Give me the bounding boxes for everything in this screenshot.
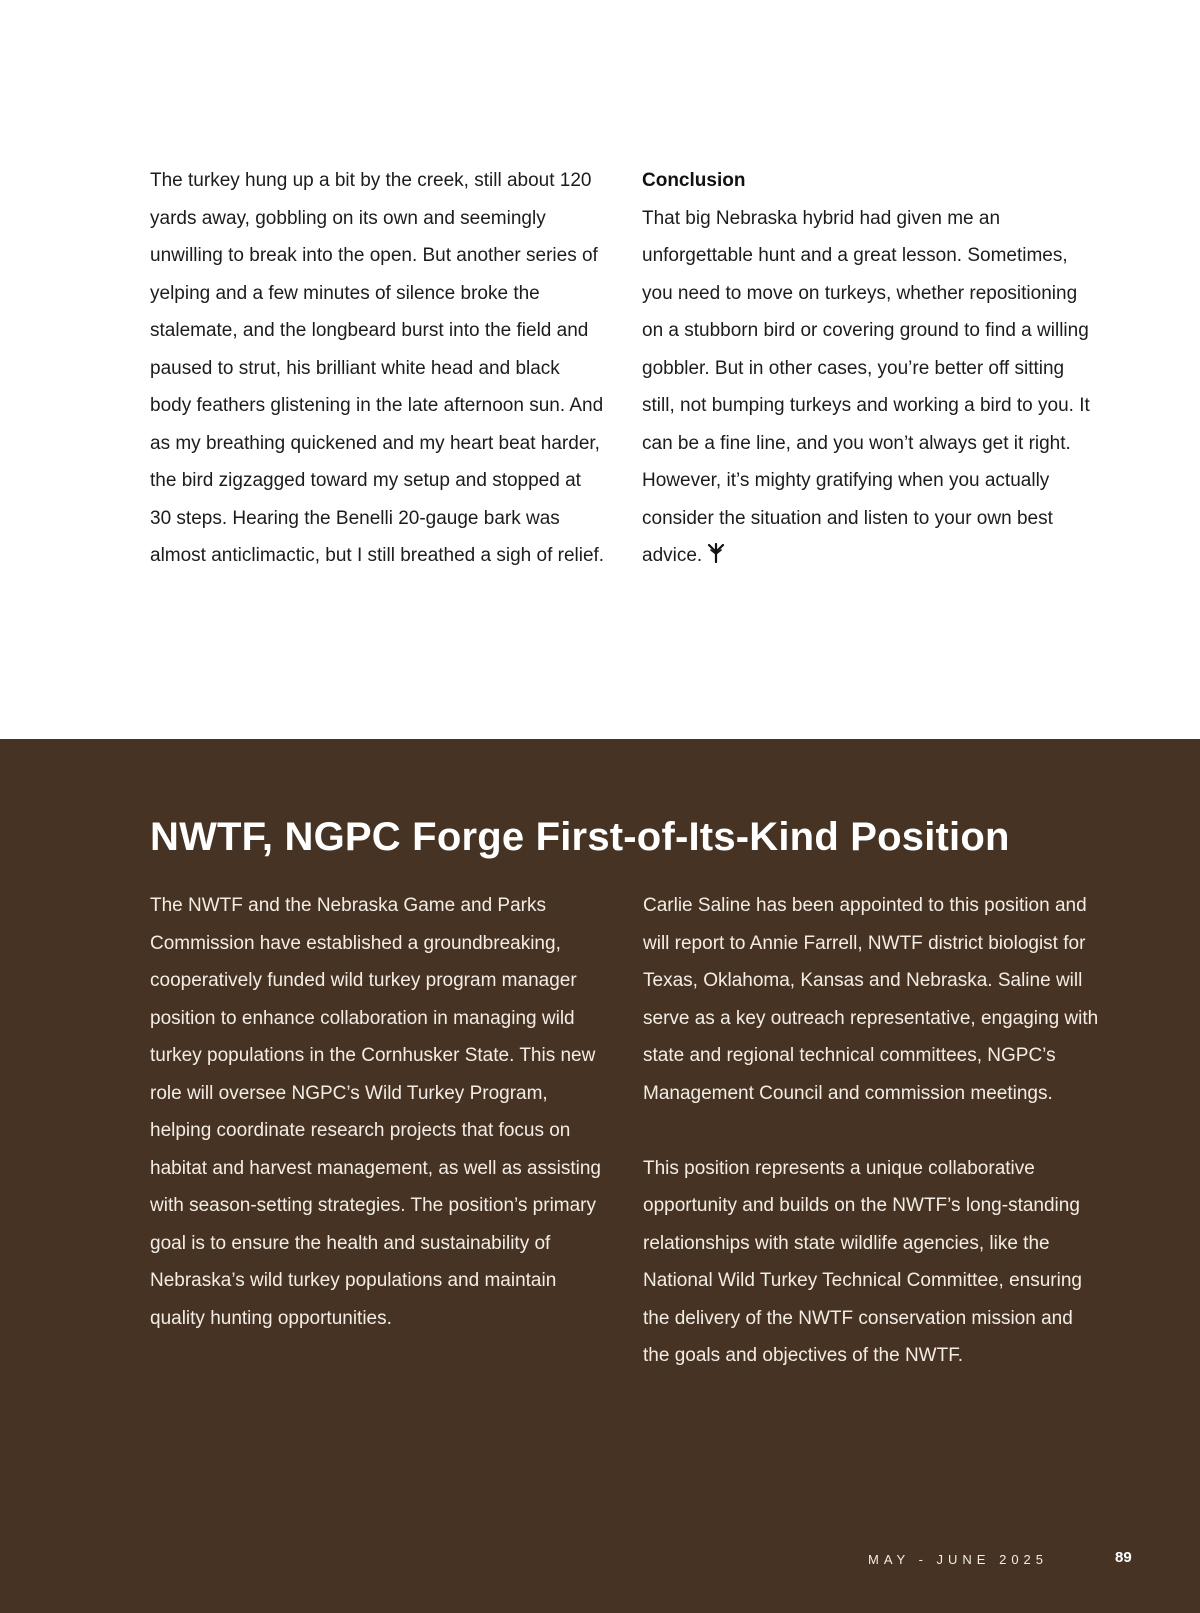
article-left-column [150,162,606,575]
turkey-track-icon [706,543,726,563]
article-ending-section [0,0,1200,739]
conclusion-heading: Conclusion [642,170,746,191]
news-paragraph: Carlie Saline has been appointed to this position and will report to Annie Farrell, NWTF district biologist for Texas, Oklahoma, Kansas and Nebraska. Saline will serve as a key outreach representative, engaging with state and regional technical committees, NGPC’s Management Council and commission meetings. [643,895,1099,1104]
page-number: 89 [1115,1549,1132,1566]
article-paragraph: The turkey hung up a bit by the creek, still about 120 yards away, gobbling on its own and seemingly unwilling to break into the open. But another series of yelping and a few minutes of silence broke the stalemate, and the longbeard burst into the field and paused to strut, his brilliant white head and black body feathers glistening in the late afternoon sun. And as my breathing quickened and my heart beat harder, the bird zigzagged toward my setup and stopped at 30 steps. Hearing the Benelli 20-gauge bark was almost anticlimactic, but I still breathed a sigh of relief. [150,170,605,566]
news-band [0,739,1200,1613]
issue-date: MAY - JUNE 2025 [868,1552,1049,1567]
conclusion-text: That big Nebraska hybrid had given me an unforgettable hunt and a great lesson. Sometimes, you need to move on turkeys, whether repositioning on a stubborn bird or covering ground to find a willing gobbler. But in other cases, you’re better off sitting still, not bumping turkeys and working a bird to you. It can be a fine line, and you won’t always get it right. However, it’s mighty gratifying when you actually consider the situation and listen to your own best advice. [642,207,1090,566]
news-paragraph: This position represents a unique collaborative opportunity and builds on the NWTF’s long-standing relationships with state wildlife agencies, like the National Wild Turkey Technical Committee, ensuring the delivery of the NWTF conservation mission and the goals and objectives of the NWTF. [643,1157,1082,1366]
news-title: NWTF, NGPC Forge First-of-Its-Kind Position [150,815,1010,859]
conclusion-paragraph [642,200,1102,575]
article-right-column [642,162,1102,575]
news-paragraph: The NWTF and the Nebraska Game and Parks Commission have established a groundbreaking, cooperatively funded wild turkey program manager position to enhance collaboration in managing wild turkey populations in the Cornhusker State. This new role will oversee NGPC’s Wild Turkey Program, helping coordinate research projects that focus on habitat and harvest management, as well as assisting with season-setting strategies. The position’s primary goal is to ensure the health and sustainability of Nebraska’s wild turkey populations and maintain quality hunting opportunities. [150,895,601,1329]
news-right-column [643,887,1103,1375]
news-left-column [150,887,610,1337]
